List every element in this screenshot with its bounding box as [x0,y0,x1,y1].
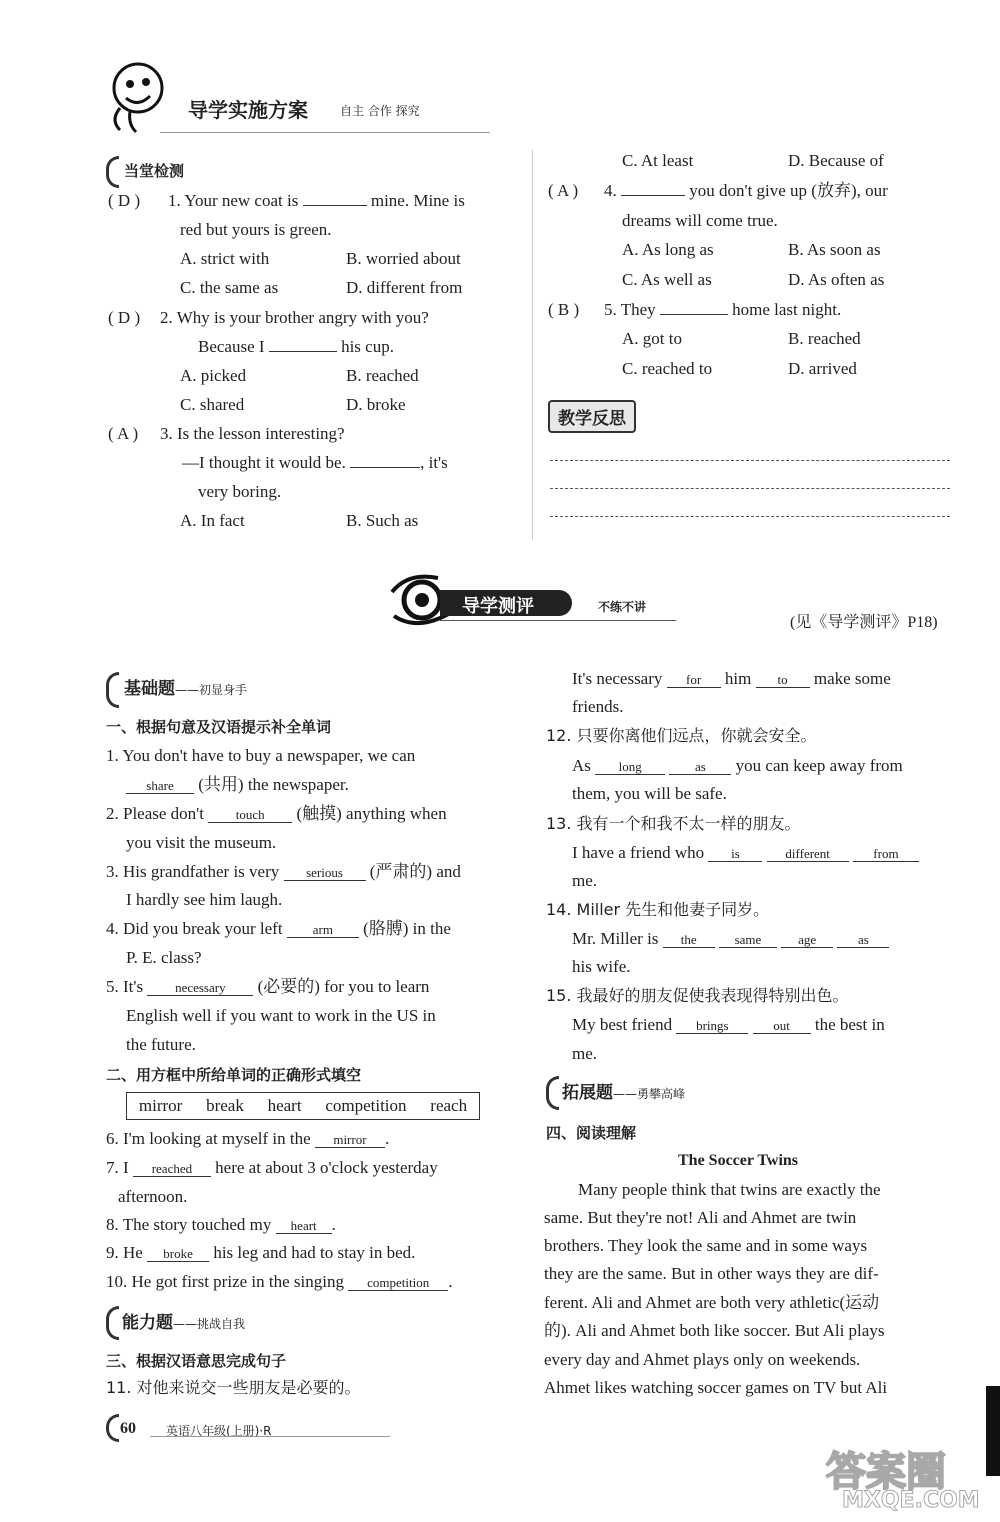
q13-chinese: 13. 我有一个和我不太一样的朋友。 [546,814,801,833]
q1-option-a: A. strict with [180,249,270,268]
q14-english-line2: his wife. [572,957,631,976]
q11-english-line2: friends. [572,697,624,716]
watermark-text: 答案圈 [826,1449,946,1495]
header-title: 导学实施方案 [188,98,308,122]
q2-option-d: D. broke [346,395,406,414]
passage-line-4: they are the same. But in other ways they are dif- [544,1264,879,1283]
item-9-answer: broke [147,1247,209,1262]
item-8-answer: heart [276,1219,332,1234]
q2-option-a: A. picked [180,366,247,385]
item-10: 10. He got first prize in the singing competition . [106,1272,453,1291]
q3-line2: —I thought it would be. , it's [182,453,448,472]
q14-english-line1: Mr. Miller is the same age as [572,928,889,950]
reflection-label: 教学反思 [548,400,636,433]
basic-brace [106,672,119,708]
item-6: 6. I'm looking at myself in the mirror . [106,1129,390,1148]
extend-brace [546,1076,559,1110]
section-brace [106,156,119,188]
q13-english-line1: I have a friend who is different from [572,842,919,864]
q15-english-line1: My best friend brings out the best in [572,1015,885,1034]
item-7-line2: afternoon. [118,1187,188,1206]
q11-chinese: 11. 对他来说交一些朋友是必要的。 [106,1378,361,1397]
q1-text: 1. Your new coat is mine. Mine is [168,191,465,210]
page-number-brace [106,1414,119,1442]
q2-option-b: B. reached [346,366,419,385]
reflection-line-3 [550,516,950,517]
q4-answer: ( A ) [548,181,579,200]
q13-english-line2: me. [572,871,598,890]
q4-option-d: D. As often as [788,270,885,289]
passage-line-7: every day and Ahmet plays only on weekends. [544,1350,861,1369]
reflection-line-1 [550,460,950,461]
item-4-answer: arm [287,923,359,938]
q1-option-d: D. different from [346,278,463,297]
item-2-line2: you visit the museum. [126,833,277,852]
edge-tab [986,1386,1000,1476]
footer-rule [150,1436,390,1437]
passage-line-3: brothers. They look the same and in some ways [544,1236,868,1255]
part2-heading: 二、用方框中所给单词的正确形式填空 [106,1066,362,1084]
item-8: 8. The story touched my heart . [106,1215,336,1234]
mascot-logo [100,58,170,136]
q1-answer: ( D ) [108,191,141,210]
banner-rule [440,620,676,621]
banner-subtitle: 不练不讲 [598,600,647,614]
q12-english-line1: As long as you can keep away from [572,756,903,775]
item-10-answer: competition [348,1276,448,1291]
q2-text: 2. Why is your brother angry with you? [160,308,429,327]
item-1-line2: share (共用) the newspaper. [126,774,349,796]
item-5-line1: 5. It's necessary (必要的) for you to learn [106,977,430,996]
q1-line2: red but yours is green. [180,220,332,239]
q3-text: 3. Is the lesson interesting? [160,424,345,443]
section-title-checkup: 当堂检测 [124,162,185,180]
header-rule [160,132,490,133]
q4-line2: dreams will come true. [622,211,778,230]
part4-heading: 四、阅读理解 [546,1124,637,1142]
passage-line-6: 的). Ali and Ahmet both like soccer. But Ali plays [544,1321,885,1340]
q5-option-d: D. arrived [788,359,857,378]
q2-line2: Because I his cup. [198,337,394,356]
q12-chinese: 12. 只要你离他们远点，你就会安全。 [546,726,817,745]
word-heart: heart [267,1096,302,1115]
item-9: 9. He broke his leg and had to stay in bed. [106,1243,416,1262]
q11-english-line1: It's necessary for him to make some [572,669,891,688]
q3-option-b: B. Such as [346,511,419,530]
q5-text: 5. They home last night. [604,300,842,319]
q3-line3: very boring. [198,482,282,501]
book-title: 英语八年级(上册)·R [166,1424,272,1438]
basic-label: 基础题——初显身手 [124,679,248,699]
q4-option-c: C. As well as [622,270,712,289]
q12-english-line2: them, you will be safe. [572,784,727,803]
passage-line-5: ferent. Ali and Ahmet are both very athletic(运动 [544,1293,880,1312]
q5-answer: ( B ) [548,300,580,319]
item-3-answer: serious [284,866,366,881]
item-3-line2: I hardly see him laugh. [126,890,283,909]
item-2-answer: touch [208,808,292,823]
q3-option-d: D. Because of [788,151,884,170]
item-7-answer: reached [133,1162,211,1177]
q15-chinese: 15. 我最好的朋友促使我表现得特别出色。 [546,986,849,1005]
q14-chinese: 14. Miller 先生和他妻子同岁。 [546,900,770,919]
item-1-line1: 1. You don't have to buy a newspaper, we can [106,746,416,765]
passage-line-1: Many people think that twins are exactly the [578,1180,881,1199]
header-subtitle: 自主 合作 探究 [340,104,420,118]
q5-option-a: A. got to [622,329,682,348]
q3-answer: ( A ) [108,424,139,443]
q15-english-line2: me. [572,1044,598,1063]
item-4-line2: P. E. class? [126,948,202,967]
q2-answer: ( D ) [108,308,141,327]
passage-title: The Soccer Twins [678,1152,799,1169]
word-reach: reach [430,1096,468,1115]
q5-option-c: C. reached to [622,359,713,378]
q1-option-b: B. worried about [346,249,461,268]
item-5-line3: the future. [126,1035,196,1054]
ability-brace [106,1306,119,1340]
word-competition: competition [325,1096,407,1115]
part3-heading: 三、根据汉语意思完成句子 [106,1352,287,1370]
item-7-line1: 7. I reached here at about 3 o'clock yesterday [106,1158,438,1177]
extend-label: 拓展题——勇攀高峰 [562,1083,686,1103]
page-number: 60 [120,1420,136,1437]
watermark-domain: MXQE.COM [842,1488,980,1513]
item-2-line1: 2. Please don't touch (触摸) anything when [106,804,447,823]
q3-option-a: A. In fact [180,511,245,530]
q5-option-b: B. reached [788,329,861,348]
ability-label: 能力题——挑战自我 [122,1313,246,1333]
item-3-line1: 3. His grandfather is very serious (严肃的) and [106,862,461,881]
passage-line-2: same. But they're not! Ali and Ahmet are twin [544,1208,857,1227]
item-1-answer: share [126,779,194,794]
banner-title: 导学测评 [462,596,534,617]
q4-text: 4. you don't give up (放弃), our [604,181,888,200]
q4-option-b: B. As soon as [788,240,881,259]
banner-reference: (见《导学测评》P18) [790,614,938,631]
q3-option-c: C. At least [622,151,694,170]
word-break: break [206,1096,244,1115]
q2-option-c: C. shared [180,395,245,414]
word-mirror: mirror [138,1096,183,1115]
part1-heading: 一、根据句意及汉语提示补全单词 [106,718,332,736]
q1-option-c: C. the same as [180,278,279,297]
reflection-line-2 [550,488,950,489]
item-5-answer: necessary [147,981,253,996]
passage-line-8: Ahmet likes watching soccer games on TV but Ali [544,1378,888,1397]
item-5-line2: English well if you want to work in the US in [126,1006,436,1025]
q4-option-a: A. As long as [622,240,714,259]
word-box [126,1092,480,1120]
column-divider [532,150,533,540]
item-6-answer: mirror [315,1133,385,1148]
item-4-line1: 4. Did you break your left arm (胳膊) in the [106,919,451,938]
